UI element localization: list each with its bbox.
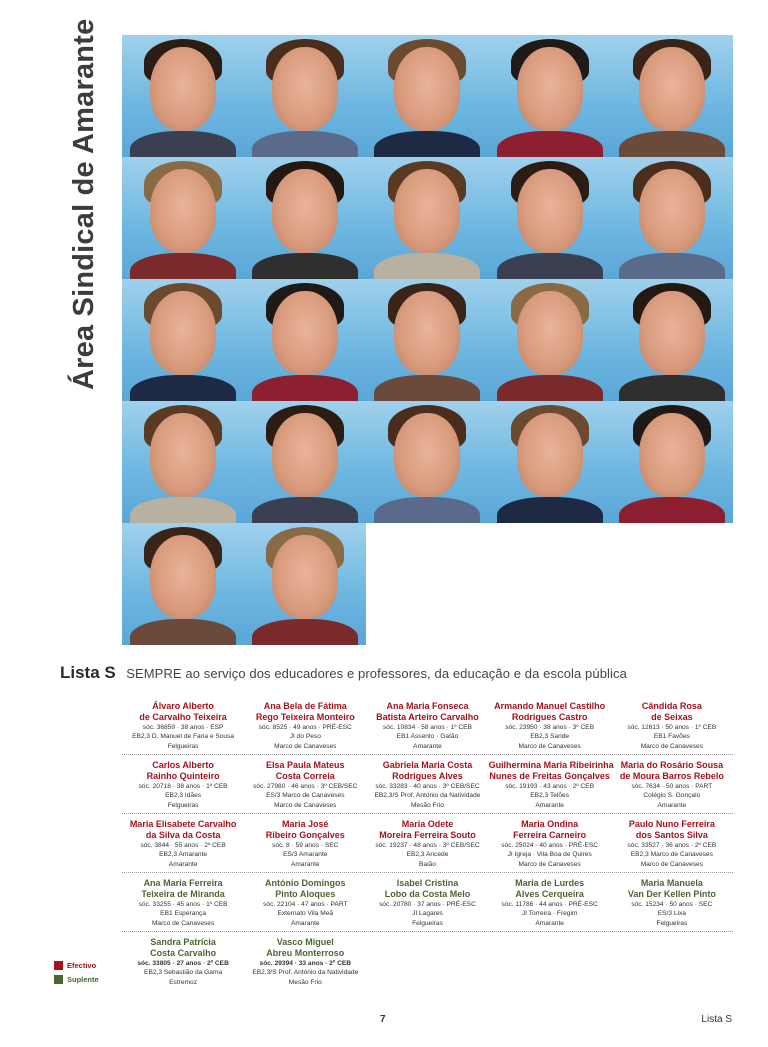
photo-shoulders bbox=[252, 131, 358, 157]
candidate-name-line1: Álvaro Alberto bbox=[152, 701, 214, 711]
candidate-name-line2: Moreira Ferreira Souto bbox=[379, 830, 476, 840]
candidate-member-info: sóc. 3844 · 55 anos · 2º CEB bbox=[140, 842, 226, 849]
candidate-name-line2: Van Der Kellen Pinto bbox=[627, 889, 716, 899]
candidate-member-info: sóc. 20780 · 37 anos · PRÉ-ESC bbox=[379, 901, 476, 908]
candidate-school: EB2,3 Idães bbox=[165, 792, 202, 800]
legend-label-suplente: Suplente bbox=[67, 974, 99, 984]
candidate-member-info: sóc. 36859 · 38 anos · ESP bbox=[142, 724, 224, 731]
candidate-entry bbox=[122, 697, 244, 754]
candidate-name-line1: Vasco Miguel bbox=[276, 937, 334, 947]
candidate-school: EB1 Esperança bbox=[160, 910, 206, 918]
legend bbox=[54, 958, 99, 986]
candidate-name-line2: Nunes de Freitas Gonçalves bbox=[489, 771, 610, 781]
candidate-photo bbox=[366, 401, 488, 523]
candidate-name-line1: Guilhermina Maria Ribeirinha bbox=[488, 760, 614, 770]
candidate-location: Amarante bbox=[413, 742, 442, 750]
candidate-entry bbox=[244, 756, 366, 813]
candidate-member-info: sóc. 19193 · 43 anos · 2º CEB bbox=[505, 783, 595, 790]
candidate-name-line2: Rodrigues Alves bbox=[392, 771, 463, 781]
candidate-name-line1: Sandra Patrícia bbox=[150, 937, 216, 947]
candidate-row bbox=[122, 697, 733, 755]
candidate-name-line2: Rodrigues Castro bbox=[511, 712, 588, 722]
photo-shoulders bbox=[374, 497, 480, 523]
candidate-entry bbox=[244, 815, 366, 872]
candidate-location: Amarante bbox=[657, 801, 687, 809]
photo-shoulders bbox=[619, 497, 725, 523]
photo-face bbox=[639, 169, 705, 253]
candidate-member-info: sóc. 25024 · 40 anos · PRÉ-ESC bbox=[501, 842, 599, 849]
candidate-member-info: sóc. 22104 · 47 anos · PART bbox=[263, 901, 348, 908]
candidate-member-info: sóc. 33255 · 45 anos · 1º CEB bbox=[138, 901, 228, 908]
candidate-location: Baião bbox=[419, 860, 436, 868]
photo-shoulders bbox=[497, 497, 603, 523]
candidate-location: Estremoz bbox=[169, 978, 198, 986]
candidate-name-line2: Teixeira de Miranda bbox=[141, 889, 225, 899]
photo-shoulders bbox=[252, 253, 358, 279]
candidate-entry bbox=[244, 874, 366, 931]
photo-shoulders bbox=[130, 497, 236, 523]
candidate-school: EB2,3 Telões bbox=[530, 792, 570, 800]
candidate-photo bbox=[122, 35, 244, 157]
legend-swatch-suplente bbox=[54, 975, 63, 984]
candidate-name-line2: Alves Cerqueira bbox=[515, 889, 584, 899]
candidate-location: Mesão Frio bbox=[288, 978, 322, 986]
candidate-row bbox=[122, 874, 733, 932]
candidate-name-line2: Ribeiro Gonçalves bbox=[265, 830, 345, 840]
candidate-school: EB2,3/S Prof. António da Natividade bbox=[374, 792, 481, 800]
candidate-name-line2: de Moura Barros Rebelo bbox=[619, 771, 724, 781]
candidate-row bbox=[122, 933, 733, 990]
candidate-photo bbox=[244, 401, 366, 523]
candidate-row bbox=[122, 815, 733, 873]
candidate-location: Mesão Frio bbox=[410, 801, 444, 809]
candidate-photo bbox=[122, 523, 244, 645]
photo-face bbox=[639, 47, 705, 131]
candidate-name-line1: António Domingos bbox=[265, 878, 346, 888]
candidate-photo bbox=[366, 157, 488, 279]
candidate-photo bbox=[611, 401, 733, 523]
photo-face bbox=[394, 169, 460, 253]
candidate-photo bbox=[489, 401, 611, 523]
candidate-entry bbox=[489, 697, 611, 754]
candidate-photo bbox=[489, 157, 611, 279]
candidate-member-info: sóc. 20718 · 38 anos · 1º CEB bbox=[138, 783, 228, 790]
candidate-location: Amarante bbox=[535, 919, 564, 927]
candidate-photo bbox=[244, 157, 366, 279]
photo-shoulders bbox=[619, 375, 725, 401]
candidate-entry bbox=[489, 933, 611, 990]
candidate-entry bbox=[611, 874, 733, 931]
candidate-school: EB1 Assento · Gatão bbox=[396, 733, 459, 741]
candidate-school: ES/3 Marco de Canaveses bbox=[266, 792, 345, 800]
photo-face bbox=[150, 47, 216, 131]
candidate-school: EB2,3 Sebastião da Gama bbox=[144, 969, 223, 977]
candidate-grid bbox=[122, 697, 733, 991]
candidate-name-line2: da Silva da Costa bbox=[145, 830, 221, 840]
candidate-location: Amarante bbox=[290, 919, 320, 927]
photo-shoulders bbox=[130, 619, 236, 645]
candidate-entry bbox=[489, 815, 611, 872]
candidate-row bbox=[122, 756, 733, 814]
candidate-school: EB2,3 Amarante bbox=[159, 851, 208, 859]
candidate-entry bbox=[611, 697, 733, 754]
photo-face bbox=[272, 535, 338, 619]
candidate-name-line2: Abreu Monterroso bbox=[266, 948, 345, 958]
photo-face bbox=[394, 291, 460, 375]
candidate-entry bbox=[366, 815, 488, 872]
photo-row bbox=[122, 523, 733, 645]
candidate-name-line1: Ana Maria Ferreira bbox=[143, 878, 223, 888]
legend-swatch-efectivo bbox=[54, 961, 63, 970]
candidate-name-line2: de Seixas bbox=[651, 712, 693, 722]
photo-face bbox=[272, 413, 338, 497]
candidate-name-line1: Maria Elisabete Carvalho bbox=[129, 819, 237, 829]
candidate-name-line1: Maria de Lurdes bbox=[515, 878, 585, 888]
photo-face bbox=[517, 169, 583, 253]
candidate-member-info: sóc. 23950 · 38 anos · 3º CEB bbox=[505, 724, 595, 731]
photo-shoulders bbox=[497, 131, 603, 157]
candidate-member-info: sóc. 7634 · 50 anos · PART bbox=[631, 783, 713, 790]
list-heading bbox=[60, 663, 740, 689]
candidate-location: Felgueiras bbox=[167, 742, 199, 750]
candidate-location: Marco de Canaveses bbox=[518, 742, 581, 750]
list-label: Lista S bbox=[60, 663, 116, 682]
candidate-entry bbox=[122, 933, 244, 990]
photo-face bbox=[272, 47, 338, 131]
candidate-entry bbox=[366, 756, 488, 813]
candidate-location: Marco de Canaveses bbox=[640, 742, 703, 750]
candidate-name-line2: dos Santos Silva bbox=[635, 830, 708, 840]
candidate-photo bbox=[366, 35, 488, 157]
candidate-entry bbox=[244, 933, 366, 990]
photo-row bbox=[122, 157, 733, 279]
candidate-location: Amarante bbox=[290, 860, 320, 868]
candidate-entry bbox=[611, 815, 733, 872]
candidate-name-line1: Carlos Alberto bbox=[152, 760, 214, 770]
candidate-photo bbox=[122, 401, 244, 523]
candidate-member-info: sóc. 10834 · 58 anos · 1º CEB bbox=[383, 724, 472, 731]
candidate-school: JI do Peso bbox=[289, 733, 321, 741]
candidate-entry bbox=[611, 933, 733, 990]
candidate-name-line1: Elsa Paula Mateus bbox=[266, 760, 345, 770]
photo-shoulders bbox=[497, 253, 603, 279]
photo-face bbox=[150, 291, 216, 375]
candidate-location: Marco de Canaveses bbox=[151, 919, 215, 927]
candidate-name-line1: Isabel Cristina bbox=[396, 878, 459, 888]
candidate-name-line2: Pinto Aloques bbox=[275, 889, 336, 899]
candidate-name-line1: Maria Ondina bbox=[521, 819, 579, 829]
candidate-name-line2: Ferreira Carneiro bbox=[513, 830, 587, 840]
vertical-title-text: Área Sindical de Amarante bbox=[68, 18, 100, 390]
candidate-member-info: sóc. 33527 · 36 anos · 2º CEB bbox=[627, 842, 717, 849]
candidate-name-line1: Ana Maria Fonseca bbox=[386, 701, 469, 711]
vertical-title bbox=[68, 18, 108, 390]
candidate-member-info: sóc. 29394 · 33 anos · 2º CEB bbox=[259, 960, 352, 967]
page-number: 7 bbox=[380, 1014, 386, 1025]
candidate-school: EB2,3 D. Manuel de Faria e Sousa bbox=[132, 733, 235, 741]
candidate-member-info: sóc. 8525 · 49 anos · PRÉ-ESC bbox=[258, 724, 352, 731]
candidate-entry bbox=[122, 756, 244, 813]
candidate-name-line1: Gabriela Maria Costa bbox=[382, 760, 473, 770]
candidate-photo bbox=[611, 157, 733, 279]
candidate-photo bbox=[489, 35, 611, 157]
candidate-school: ES/3 Amarante bbox=[283, 851, 328, 859]
candidate-school: Externato Vila Meã bbox=[277, 910, 334, 918]
photo-shoulders bbox=[252, 619, 358, 645]
legend-item-suplente bbox=[54, 972, 99, 986]
candidate-entry bbox=[366, 874, 488, 931]
photo-shoulders bbox=[130, 253, 236, 279]
candidate-name-line2: Rego Teixeira Monteiro bbox=[255, 712, 355, 722]
candidate-member-info: sóc. 33283 · 40 anos · 3º CEB/SEC bbox=[375, 783, 480, 790]
candidate-name-line2: Batista Arteiro Carvalho bbox=[376, 712, 479, 722]
photo-shoulders bbox=[130, 375, 236, 401]
candidate-location: Felgueiras bbox=[656, 919, 688, 927]
candidate-member-info: sóc. 12613 · 50 anos · 1º CEB bbox=[627, 724, 717, 731]
candidate-location: Amarante bbox=[168, 860, 198, 868]
candidate-member-info: sóc. 19237 · 48 anos · 3º CEB/SEC bbox=[375, 842, 480, 849]
photo-face bbox=[394, 47, 460, 131]
candidate-member-info: sóc. 11786 · 44 anos · PRÉ-ESC bbox=[501, 901, 598, 908]
candidate-photo bbox=[611, 279, 733, 401]
photo-face bbox=[272, 291, 338, 375]
photo-shoulders bbox=[130, 131, 236, 157]
candidate-name-line1: Paulo Nuno Ferreira bbox=[628, 819, 715, 829]
photo-face bbox=[150, 535, 216, 619]
photo-shoulders bbox=[252, 375, 358, 401]
candidate-photo bbox=[244, 523, 366, 645]
photo-shoulders bbox=[619, 253, 725, 279]
candidate-name-line2: Lobo da Costa Melo bbox=[384, 889, 471, 899]
candidate-photo bbox=[489, 279, 611, 401]
candidate-entry bbox=[611, 756, 733, 813]
candidate-photo bbox=[611, 35, 733, 157]
candidate-entry bbox=[366, 697, 488, 754]
candidate-photo bbox=[244, 279, 366, 401]
photo-row bbox=[122, 401, 733, 523]
candidate-school: EB1 Favões bbox=[653, 733, 690, 741]
photo-face bbox=[150, 169, 216, 253]
candidate-school: EB2,3/S Prof. António da Natividade bbox=[252, 969, 359, 977]
candidate-photo bbox=[122, 279, 244, 401]
candidate-school: JI Lagares bbox=[412, 910, 443, 918]
photo-face bbox=[639, 291, 705, 375]
candidate-entry bbox=[122, 815, 244, 872]
candidate-member-info: sóc. 27980 · 46 anos · 3º CEB/SEC bbox=[253, 783, 358, 790]
photo-shoulders bbox=[497, 375, 603, 401]
candidate-name-line1: Maria do Rosário Sousa bbox=[620, 760, 724, 770]
candidate-entry bbox=[489, 874, 611, 931]
candidate-photo bbox=[244, 35, 366, 157]
photo-shoulders bbox=[619, 131, 725, 157]
candidate-school: EB2,3 Marco de Canaveses bbox=[630, 851, 713, 859]
legend-item-efectivo bbox=[54, 958, 99, 972]
candidate-location: Felgueiras bbox=[412, 919, 443, 927]
candidate-photo bbox=[122, 157, 244, 279]
candidate-school: JI Torreira · Fregim bbox=[521, 910, 578, 918]
candidate-name-line2: de Carvalho Teixeira bbox=[139, 712, 227, 722]
candidate-school: ES/3 Lixa bbox=[657, 910, 686, 918]
photo-face bbox=[272, 169, 338, 253]
candidate-location: Marco de Canaveses bbox=[518, 860, 581, 868]
candidate-name-line2: Costa Carvalho bbox=[150, 948, 217, 958]
photo-face bbox=[517, 47, 583, 131]
candidate-name-line1: Maria Odete bbox=[401, 819, 454, 829]
candidate-name-line1: Maria Manuela bbox=[640, 878, 703, 888]
candidate-entry bbox=[488, 756, 614, 813]
photo-shoulders bbox=[252, 497, 358, 523]
candidate-location: Marco de Canaveses bbox=[274, 801, 337, 809]
legend-label-efectivo: Efectivo bbox=[67, 960, 97, 970]
photo-shoulders bbox=[374, 375, 480, 401]
candidate-school: JI Igreja · Vila Boa de Quires bbox=[507, 851, 592, 859]
photo-row bbox=[122, 279, 733, 401]
candidate-name-line1: Cândida Rosa bbox=[641, 701, 702, 711]
candidate-entry bbox=[122, 874, 244, 931]
candidate-name-line1: Maria José bbox=[282, 819, 329, 829]
candidate-member-info: sóc. 15234 · 50 anos · SEC bbox=[631, 901, 713, 908]
photo-face bbox=[639, 413, 705, 497]
candidate-entry bbox=[366, 933, 488, 990]
candidate-photo bbox=[366, 279, 488, 401]
candidate-location: Marco de Canaveses bbox=[274, 742, 337, 750]
photo-shoulders bbox=[374, 131, 480, 157]
candidate-location: Amarante bbox=[535, 801, 564, 809]
photo-face bbox=[517, 291, 583, 375]
candidate-school: EB2,3 Sande bbox=[530, 733, 570, 741]
candidate-name-line2: Rainho Quinteiro bbox=[146, 771, 220, 781]
photo-row bbox=[122, 35, 733, 157]
footer-section: Lista S bbox=[701, 1014, 732, 1025]
candidate-member-info: sóc. 8 · 59 anos · SEC bbox=[272, 842, 339, 849]
photo-face bbox=[517, 413, 583, 497]
photo-face bbox=[150, 413, 216, 497]
photo-face bbox=[394, 413, 460, 497]
candidate-school: Colégio S. Gonçalo bbox=[643, 792, 701, 800]
candidate-name-line2: Costa Correia bbox=[275, 771, 335, 781]
candidate-name-line1: Ana Bela de Fátima bbox=[263, 701, 347, 711]
candidate-location: Marco de Canaveses bbox=[640, 860, 703, 868]
list-tagline: SEMPRE ao serviço dos educadores e professores, da educação e da escola pública bbox=[126, 666, 627, 681]
candidate-location: Felgueiras bbox=[167, 801, 199, 809]
candidate-name-line1: Armando Manuel Castilho bbox=[494, 701, 606, 711]
photo-grid bbox=[122, 35, 733, 645]
candidate-school: EB2,3 Ancede bbox=[406, 851, 449, 859]
candidate-member-info: sóc. 33805 · 27 anos · 2º CEB bbox=[137, 960, 229, 967]
candidate-entry bbox=[244, 697, 366, 754]
photo-shoulders bbox=[374, 253, 480, 279]
